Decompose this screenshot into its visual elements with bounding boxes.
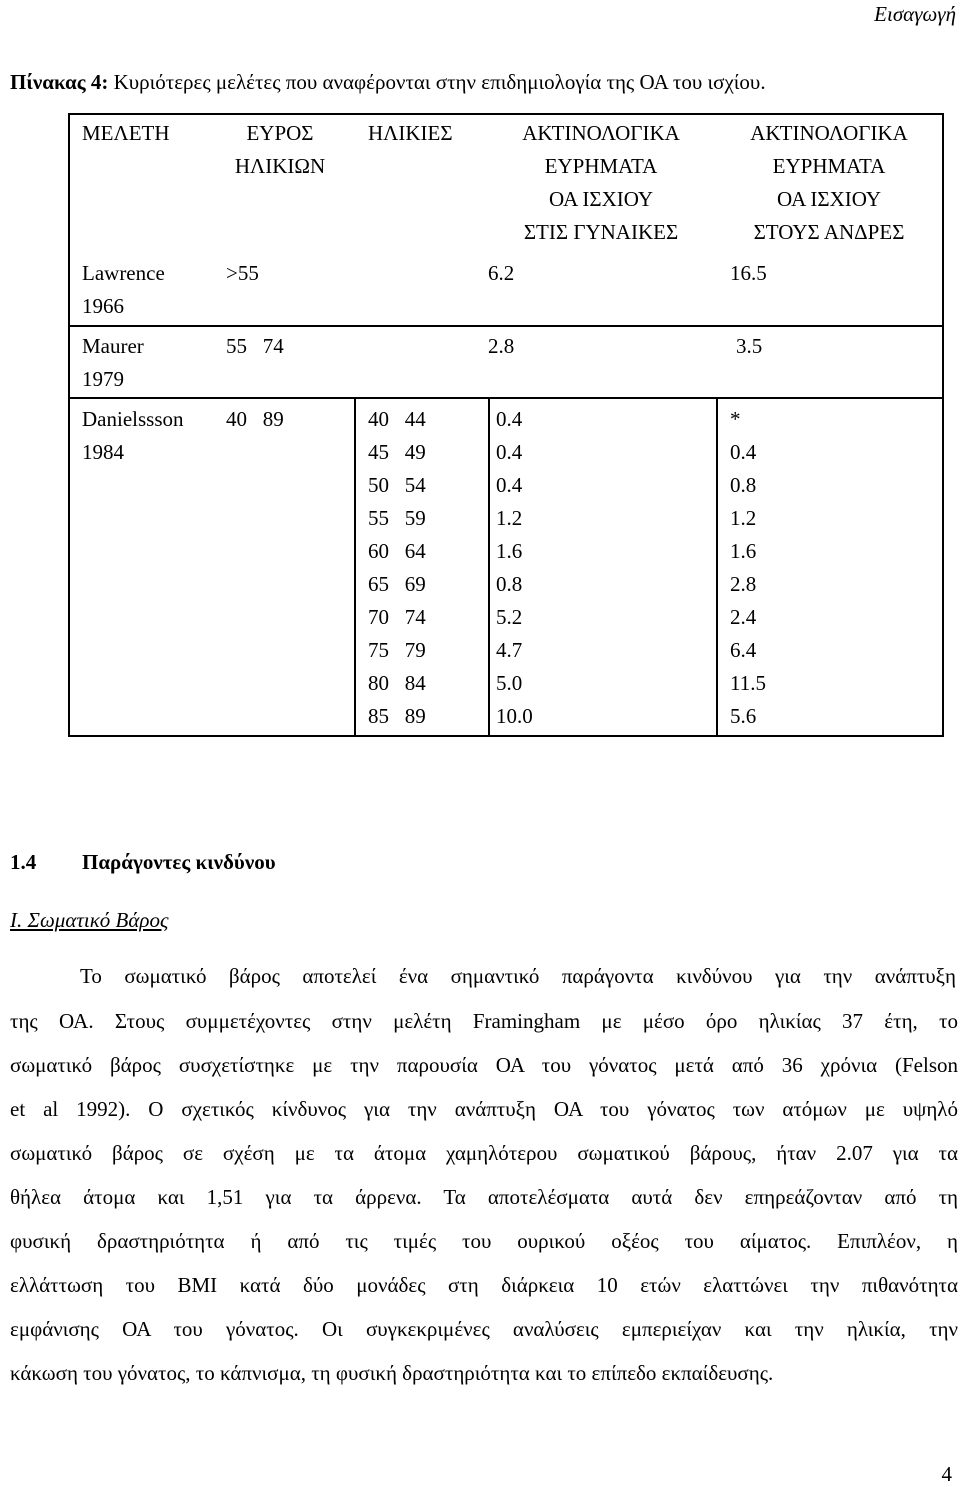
body-text-line: et al 1992). Ο σχετικός κίνδυνος για την ανάπτυξη ΟΑ του γόνατος των ατόμων με υψηλό bbox=[10, 1097, 958, 1121]
running-header: Εισαγωγή bbox=[874, 2, 956, 26]
section-heading bbox=[10, 850, 276, 875]
row-age-range: 55 74 bbox=[226, 334, 284, 358]
section-title: Παράγοντες κινδύνου bbox=[82, 850, 276, 874]
table-caption bbox=[10, 70, 766, 95]
table-row-divider bbox=[70, 325, 942, 327]
body-text-line: σωματικό βάρος σε σχέση με τα άτομα χαμηλότερου σωματικού βάρους, ήταν 2.07 για τα bbox=[10, 1141, 958, 1165]
table-column-divider bbox=[354, 397, 356, 735]
table-column-divider bbox=[488, 397, 490, 735]
table-caption-label: Πίνακας 4: bbox=[10, 70, 109, 94]
body-text-line: της ΟΑ. Στους συμμετέχοντες στην μελέτη Framingham με μέσο όρο ηλικίας 37 έτη, το bbox=[10, 1009, 958, 1033]
row-men-values: * 0.4 0.8 1.2 1.6 2.8 2.4 6.4 11.5 5.6 bbox=[730, 407, 766, 728]
row-study: Maurer bbox=[82, 334, 144, 358]
subsection-heading: Ι. Σωματικό Βάρος bbox=[10, 908, 169, 932]
body-text-line: κάκωση του γόνατος, το κάπνισμα, τη φυσική δραστηριότητα και το επίπεδο εκπαίδευσης. bbox=[10, 1361, 774, 1385]
row-age-range: >55 bbox=[226, 261, 259, 285]
row-age-range: 40 89 bbox=[226, 407, 284, 431]
header-women: ΑΚΤΙΝΟΛΟΓΙΚΑ ΕΥΡΗΜΑΤΑ ΟΑ ΙΣΧΙΟΥ ΣΤΙΣ ΓΥΝΑΙΚΕΣ bbox=[522, 121, 680, 244]
row-year: 1966 bbox=[82, 294, 124, 318]
body-text-line: θήλεα άτομα και 1,51 για τα άρρενα. Τα αποτελέσματα αυτά δεν επηρεάζονταν από τη bbox=[10, 1185, 958, 1209]
row-study: Lawrence bbox=[82, 261, 165, 285]
body-text-line: φυσική δραστηριότητα ή από τις τιμές του ουρικού οξέος του αίματος. Επιπλέον, η bbox=[10, 1229, 958, 1253]
page-number: 4 bbox=[941, 1462, 952, 1486]
row-men-value: 3.5 bbox=[736, 334, 763, 358]
body-text-line: Το σωματικό βάρος αποτελεί ένα σημαντικό παράγοντα κινδύνου για την ανάπτυξη bbox=[80, 964, 956, 988]
header-age-range: ΕΥΡΟΣ ΗΛΙΚΙΩΝ bbox=[234, 121, 326, 178]
table-caption-text: Κυριότερες μελέτες που αναφέρονται στην επιδημιολογία της ΟΑ του ισχίου. bbox=[108, 70, 766, 94]
row-ages-list: 40 44 45 49 50 54 55 59 60 64 65 69 70 74 75 79 80 84 85 89 bbox=[368, 407, 426, 728]
row-year: 1979 bbox=[82, 367, 124, 391]
header-men: ΑΚΤΙΝΟΛΟΓΙΚΑ ΕΥΡΗΜΑΤΑ ΟΑ ΙΣΧΙΟΥ ΣΤΟΥΣ ΑΝΔΡΕΣ bbox=[750, 121, 908, 244]
row-study: Danielssson bbox=[82, 407, 184, 431]
body-text-line: σωματικό βάρος συσχετίστηκε με την παρουσία ΟΑ του γόνατος μετά από 36 χρόνια (Felson bbox=[10, 1053, 958, 1077]
body-text-line: ελλάττωση του ΒΜΙ κατά δύο μονάδες στη διάρκεια 10 ετών ελαττώνει την πιθανότητα bbox=[10, 1273, 958, 1297]
row-year: 1984 bbox=[82, 440, 124, 464]
row-women-value: 2.8 bbox=[488, 334, 515, 358]
table-column-divider bbox=[716, 397, 718, 735]
header-study: ΜΕΛΕΤΗ bbox=[82, 121, 170, 145]
body-text-line: εμφάνισης ΟΑ του γόνατος. Οι συγκεκριμένες αναλύσεις εμπεριείχαν και την ηλικία, την bbox=[10, 1317, 958, 1341]
row-women-values: 0.4 0.4 0.4 1.2 1.6 0.8 5.2 4.7 5.0 10.0 bbox=[496, 407, 533, 728]
header-ages: ΗΛΙΚΙΕΣ bbox=[368, 121, 453, 145]
table-row-divider bbox=[70, 397, 942, 399]
section-number: 1.4 bbox=[10, 850, 37, 874]
data-table bbox=[68, 113, 944, 737]
row-men-value: 16.5 bbox=[730, 261, 767, 285]
row-women-value: 6.2 bbox=[488, 261, 515, 285]
